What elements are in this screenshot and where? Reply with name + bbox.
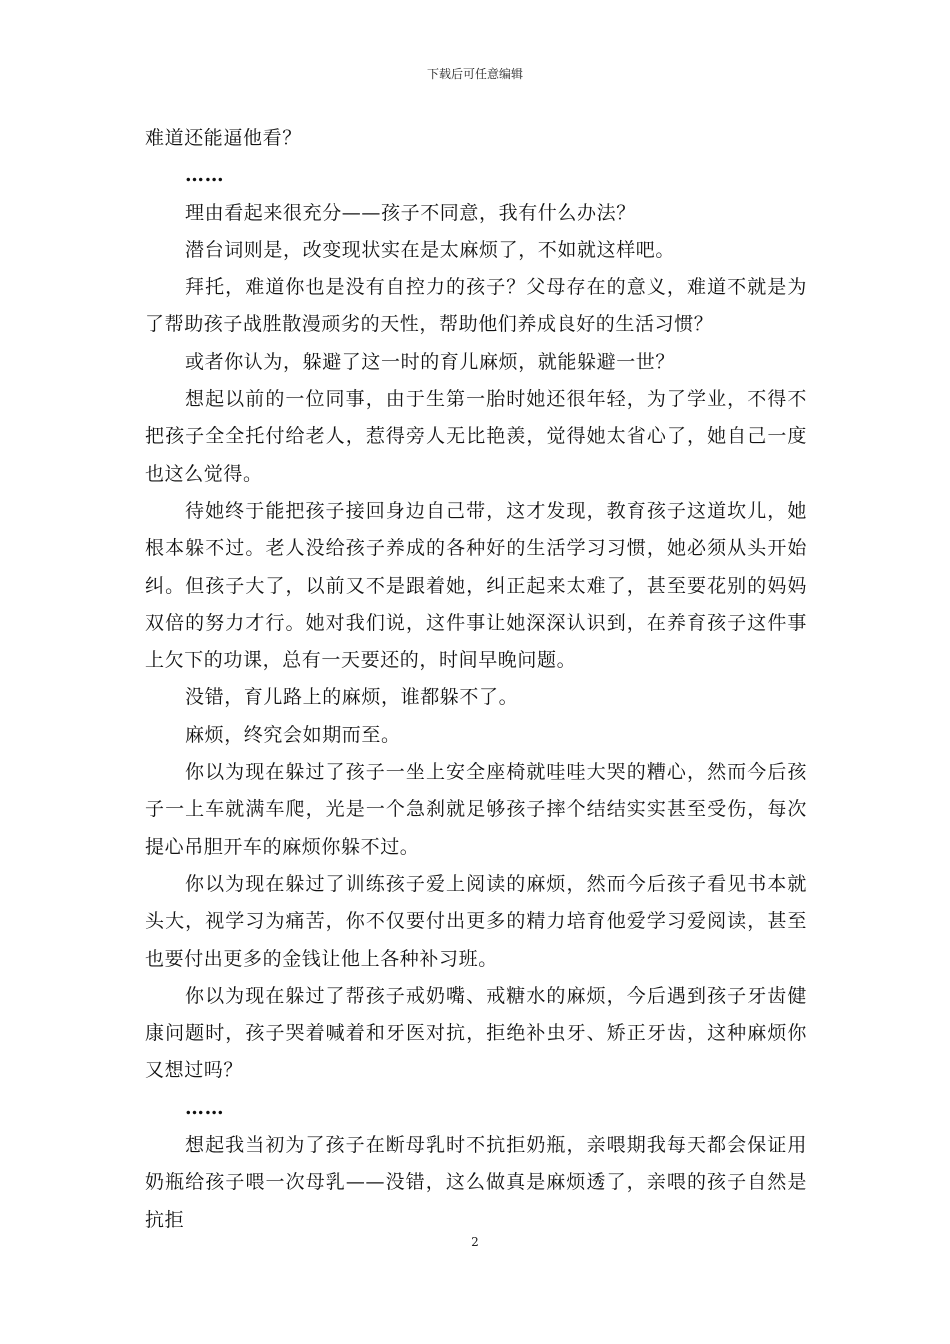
page-header: 下载后可任意编辑 — [426, 67, 523, 81]
paragraph: 你以为现在躲过了孩子一坐上安全座椅就哇哇大哭的糟心，然而今后孩子一上车就满车爬，光是一个急刹就足够孩子摔个结结实实甚至受伤，每次提心吊胆开车的麻烦你躲不过。 — [145, 761, 807, 858]
paragraph: 潜台词则是，改变现状实在是太麻烦了，不如就这样吧。 — [185, 238, 676, 261]
paragraph: 理由看起来很充分——孩子不同意，我有什么办法？ — [185, 201, 636, 224]
paragraph: 难道还能逼他看？ — [145, 127, 302, 149]
paragraph: 想起我当初为了孩子在断母乳时不抗拒奶瓶，亲喂期我每天都会保证用奶瓶给孩子喂一次母乳——没错，这么做真是麻烦透了，亲喂的孩子自然是抗拒 — [145, 1134, 807, 1231]
paragraph: 想起以前的一位同事，由于生第一胎时她还很年轻，为了学业，不得不把孩子全全托付给老人，惹得旁人无比艳羡，觉得她太省心了，她自己一度也这么觉得。 — [145, 388, 807, 485]
document-body — [145, 120, 807, 1239]
ellipsis-line: …… — [185, 164, 225, 187]
ellipsis-line: …… — [185, 1096, 225, 1119]
paragraph: 没错，育儿路上的麻烦，谁都躲不了。 — [185, 686, 519, 709]
paragraph: 待她终于能把孩子接回身边自己带，这才发现，教育孩子这道坎儿，她根本躲不过。老人没给孩子养成的各种好的生活学习习惯，她必须从头开始纠。但孩子大了，以前又不是跟着她，纠正起来太难了，甚至要花别的妈妈双倍的努力才行。她对我们说，这件事让她深深认识到，在养育孩子这件事上欠下的功课，总有一天要还的，时间早晚问题。 — [145, 499, 807, 672]
paragraph: 麻烦，终究会如期而至。 — [185, 723, 401, 746]
page-number: 2 — [471, 1235, 479, 1249]
paragraph: 你以为现在躲过了训练孩子爱上阅读的麻烦，然而今后孩子看见书本就头大，视学习为痛苦，你不仅要付出更多的精力培育他爱学习爱阅读，甚至也要付出更多的金钱让他上各种补习班。 — [145, 872, 807, 970]
paragraph: 你以为现在躲过了帮孩子戒奶嘴、戒糖水的麻烦，今后遇到孩子牙齿健康问题时，孩子哭着喊着和牙医对抗，拒绝补虫牙、矫正牙齿，这种麻烦你又想过吗？ — [145, 984, 807, 1082]
paragraph: 拜托，难道你也是没有自控力的孩子？父母存在的意义，难道不就是为了帮助孩子战胜散漫顽劣的天性，帮助他们养成良好的生活习惯？ — [145, 276, 807, 336]
paragraph: 或者你认为，躲避了这一时的育儿麻烦，就能躲避一世？ — [185, 350, 676, 373]
